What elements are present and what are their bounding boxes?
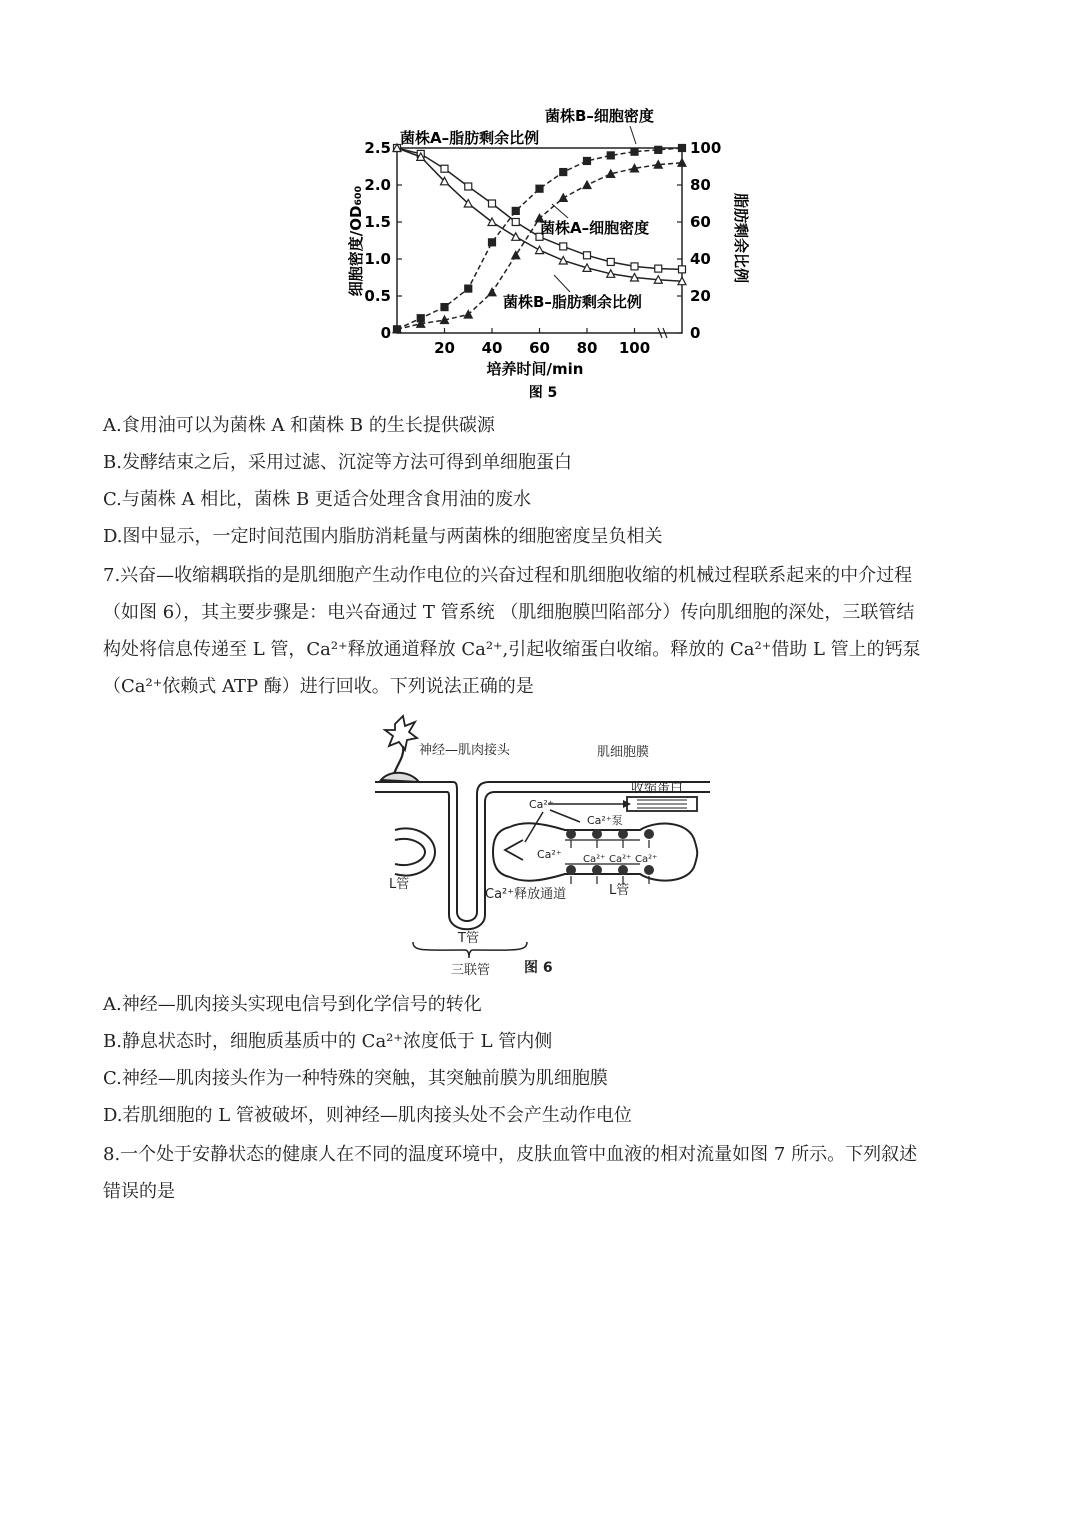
y-left-tick-label: 1.5 xyxy=(364,213,391,231)
q8-stem-line: 错误的是 xyxy=(103,1181,175,1202)
q7-option-a: A.神经—肌肉接头实现电信号到化学信号的转化 xyxy=(103,994,482,1015)
y-left-tick-label: 0 xyxy=(380,324,391,342)
neuron-icon xyxy=(385,716,417,750)
q7-stem-line: （如图 6），其主要步骤是：电兴奋通过 T 管系统 （肌细胞膜凹陷部分）传向肌细胞的深处，三联管结 xyxy=(103,602,915,623)
series-label-b-fat: 菌株B–脂肪剩余比例 xyxy=(503,293,642,311)
y-left-tick-label: 2.5 xyxy=(364,139,391,157)
data-point xyxy=(512,233,520,241)
arrow-ca-up xyxy=(525,812,543,842)
data-point xyxy=(536,246,544,254)
label-ca-row: Ca²⁺ xyxy=(583,854,606,865)
y-right-tick-label: 0 xyxy=(690,324,701,342)
q6-option-a: A.食用油可以为菌株 A 和菌株 B 的生长提供碳源 xyxy=(103,415,495,436)
data-point xyxy=(655,146,662,153)
series-label-a-fat: 菌株A–脂肪剩余比例 xyxy=(400,129,540,147)
label-l-tube-left: L管 xyxy=(389,877,410,892)
series-label-a-density: 菌株A–细胞密度 xyxy=(540,219,650,237)
data-point xyxy=(465,183,472,190)
q6-option-b: B.发酵结束之后，采用过滤、沉淀等方法可得到单细胞蛋白 xyxy=(103,452,572,473)
leader-line xyxy=(552,204,568,218)
arrow-to-pump xyxy=(550,810,580,822)
y-left-tick-label: 0.5 xyxy=(364,287,391,305)
label-ca-mid: Ca²⁺ xyxy=(537,848,562,861)
data-point xyxy=(441,304,448,311)
x-tick-label: 100 xyxy=(618,339,651,357)
label-triad: 三联管 xyxy=(451,963,491,978)
q7-option-b: B.静息状态时，细胞质基质中的 Ca²⁺浓度低于 L 管内侧 xyxy=(103,1031,553,1052)
data-point xyxy=(536,185,543,192)
figure-6-caption: 图 6 xyxy=(524,960,553,976)
ca-pumps xyxy=(566,829,654,875)
label-ca-row: Ca²⁺ xyxy=(635,854,658,865)
data-point xyxy=(489,200,496,207)
data-point xyxy=(584,252,591,259)
q6-option-d: D.图中显示，一定时间范围内脂肪消耗量与两菌株的细胞密度呈负相关 xyxy=(103,526,663,547)
label-t-tube: T管 xyxy=(458,931,479,946)
x-tick-label: 20 xyxy=(434,339,455,357)
data-point xyxy=(559,256,567,264)
data-point xyxy=(607,152,614,159)
data-point xyxy=(465,285,472,292)
data-point xyxy=(631,148,638,155)
series-label-b-density: 菌株B–细胞密度 xyxy=(545,107,654,125)
data-point xyxy=(489,239,496,246)
data-point xyxy=(560,169,567,176)
data-point xyxy=(584,157,591,164)
label-contractile: 收缩蛋白 xyxy=(631,781,684,796)
data-point xyxy=(441,165,448,172)
y-right-tick-label: 20 xyxy=(690,287,711,305)
y-left-axis-label: 细胞密度/OD₆₀₀ xyxy=(347,185,365,297)
label-release-channel: Ca²⁺释放通道 xyxy=(485,887,567,902)
figure-5-caption: 图 5 xyxy=(528,385,558,401)
data-point xyxy=(679,266,686,273)
y-left-tick-label: 2.0 xyxy=(364,176,391,194)
x-axis-label: 培养时间/min xyxy=(486,360,584,378)
label-ca-pump: Ca²⁺泵 xyxy=(587,814,623,827)
data-point xyxy=(488,288,496,296)
data-point xyxy=(583,181,591,189)
label-ca-row: Ca²⁺ xyxy=(609,854,632,865)
q7-option-c: C.神经—肌肉接头作为一种特殊的突触，其突触前膜为肌细胞膜 xyxy=(103,1068,608,1089)
figure-5 xyxy=(340,100,760,410)
nerve-terminal xyxy=(381,773,419,782)
label-ca-top: Ca²⁺ xyxy=(529,798,554,811)
data-point xyxy=(631,263,638,270)
figure-6-diagram xyxy=(365,712,725,982)
figure-5-chart xyxy=(340,100,760,410)
leader-line xyxy=(630,126,636,144)
q7-stem-line: （Ca²⁺依赖式 ATP 酶）进行回收。下列说法正确的是 xyxy=(103,676,534,697)
y-left-tick-label: 1.0 xyxy=(364,250,391,268)
q7-option-d: D.若肌细胞的 L 管被破坏，则神经—肌肉接头处不会产生动作电位 xyxy=(103,1105,632,1126)
figure-6 xyxy=(365,712,725,982)
data-point xyxy=(512,251,520,258)
leader-line xyxy=(554,275,570,292)
y-right-axis-label: 脂肪剩余比例 xyxy=(732,192,750,284)
q7-stem-line: 7.兴奋—收缩耦联指的是肌细胞产生动作电位的兴奋过程和肌细胞收缩的机械过程联系起来的中介过程 xyxy=(103,565,913,586)
data-point xyxy=(512,219,519,226)
q7-stem-line: 构处将信息传递至 L 管，Ca²⁺释放通道释放 Ca²⁺,引起收缩蛋白收缩。释放的 Ca²⁺借助 L 管上的钙泵 xyxy=(103,639,921,660)
q8-stem xyxy=(103,1136,983,1210)
x-tick-label: 40 xyxy=(481,339,503,357)
l-tube-left-inner xyxy=(395,839,425,865)
data-point xyxy=(512,207,519,214)
label-membrane: 肌细胞膜 xyxy=(597,745,650,760)
q8-stem-line: 8.一个处于安静状态的健康人在不同的温度环境中，皮肤血管中血液的相对流量如图 7 所示。下列叙述 xyxy=(103,1144,918,1165)
data-point xyxy=(560,243,567,250)
x-tick-label: 60 xyxy=(529,339,550,357)
release-channel xyxy=(505,840,523,860)
y-right-tick-label: 40 xyxy=(690,250,711,268)
q6-option-c: C.与菌株 A 相比，菌株 B 更适合处理含食用油的废水 xyxy=(103,489,531,510)
label-l-tube-right: L管 xyxy=(609,883,630,898)
y-right-tick-label: 80 xyxy=(690,176,711,194)
data-point xyxy=(679,145,686,152)
x-tick-label: 80 xyxy=(576,339,598,357)
data-point xyxy=(655,265,662,272)
label-nmj: 神经—肌肉接头 xyxy=(419,743,511,758)
data-point xyxy=(607,258,614,265)
y-right-tick-label: 100 xyxy=(690,139,722,157)
contractile-filaments xyxy=(637,800,687,808)
q7-stem xyxy=(103,557,983,705)
y-right-tick-label: 60 xyxy=(690,213,711,231)
l-tube-left xyxy=(395,828,435,875)
data-point xyxy=(559,194,567,202)
